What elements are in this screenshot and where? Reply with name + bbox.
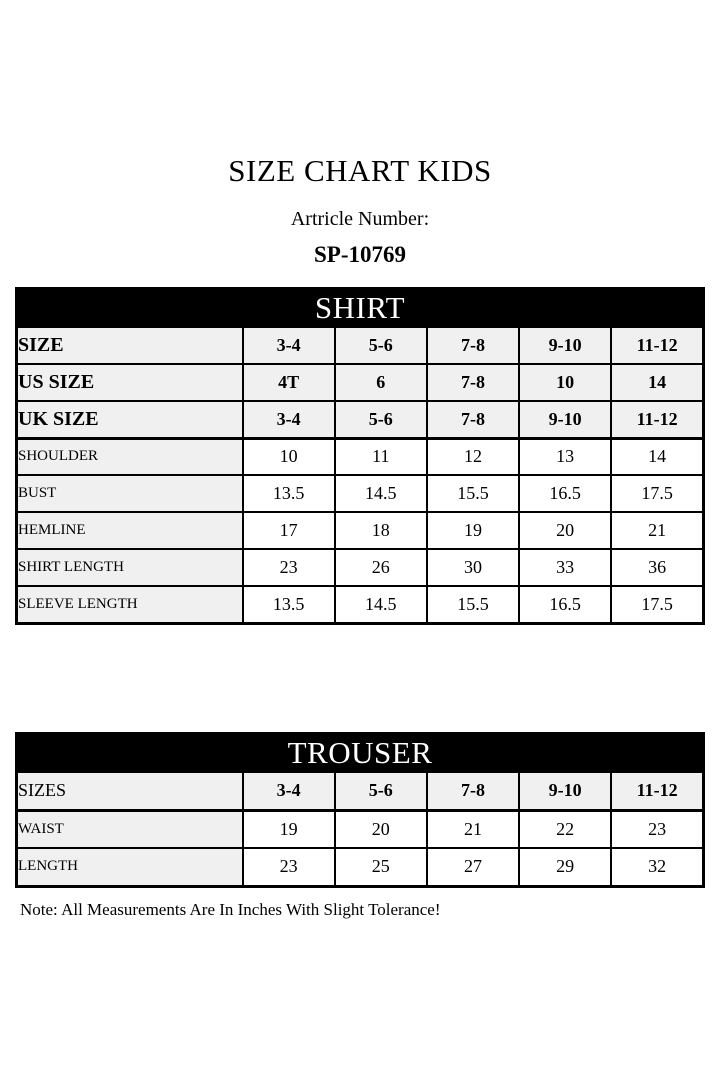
cell-value: 17 [243,512,335,549]
cell-value: 21 [427,810,519,848]
shirt-table-header-row [17,289,704,328]
table-row-length [17,848,704,886]
cell-value: 11-12 [611,401,703,438]
cell-value: 7-8 [427,772,519,810]
cell-value: 16.5 [519,475,611,512]
row-label: SLEEVE LENGTH [17,586,243,623]
cell-value: 32 [611,848,703,886]
cell-value: 9-10 [519,772,611,810]
cell-value: 14.5 [335,586,427,623]
table-row-sleeve-length [17,586,704,623]
row-label: SIZES [17,772,243,810]
cell-value: 36 [611,549,703,586]
row-label: UK SIZE [17,401,243,438]
cell-value: 7-8 [427,401,519,438]
cell-value: 3-4 [243,401,335,438]
cell-value: 33 [519,549,611,586]
shirt-table-title: SHIRT [17,289,704,328]
cell-value: 27 [427,848,519,886]
cell-value: 23 [243,549,335,586]
cell-value: 19 [243,810,335,848]
cell-value: 11-12 [611,327,703,364]
cell-value: 23 [243,848,335,886]
table-row-shoulder [17,438,704,475]
cell-value: 12 [427,438,519,475]
cell-value: 5-6 [335,772,427,810]
cell-value: 17.5 [611,586,703,623]
table-row-hemline [17,512,704,549]
cell-value: 25 [335,848,427,886]
cell-value: 15.5 [427,586,519,623]
cell-value: 9-10 [519,327,611,364]
cell-value: 17.5 [611,475,703,512]
cell-value: 13 [519,438,611,475]
cell-value: 16.5 [519,586,611,623]
table-row-uk-size [17,401,704,438]
cell-value: 6 [335,364,427,401]
cell-value: 3-4 [243,772,335,810]
cell-value: 5-6 [335,327,427,364]
cell-value: 5-6 [335,401,427,438]
cell-value: 13.5 [243,586,335,623]
cell-value: 7-8 [427,364,519,401]
cell-value: 21 [611,512,703,549]
cell-value: 29 [519,848,611,886]
cell-value: 10 [519,364,611,401]
row-label: HEMLINE [17,512,243,549]
cell-value: 9-10 [519,401,611,438]
row-label: SHOULDER [17,438,243,475]
row-label: LENGTH [17,848,243,886]
cell-value: 18 [335,512,427,549]
cell-value: 3-4 [243,327,335,364]
trouser-size-table [15,732,705,888]
cell-value: 23 [611,810,703,848]
table-row-waist [17,810,704,848]
cell-value: 14 [611,438,703,475]
table-row-shirt-length [17,549,704,586]
cell-value: 11 [335,438,427,475]
row-label: BUST [17,475,243,512]
row-label: SIZE [17,327,243,364]
cell-value: 7-8 [427,327,519,364]
cell-value: 20 [335,810,427,848]
cell-value: 4T [243,364,335,401]
table-row-bust [17,475,704,512]
table-row-us-size [17,364,704,401]
article-number-value: SP-10769 [314,242,406,267]
cell-value: 13.5 [243,475,335,512]
cell-value: 26 [335,549,427,586]
cell-value: 10 [243,438,335,475]
cell-value: 14.5 [335,475,427,512]
row-label: WAIST [17,810,243,848]
table-row-size [17,327,704,364]
page-title: SIZE CHART KIDS [228,153,492,188]
cell-value: 22 [519,810,611,848]
shirt-size-table [15,287,705,625]
trouser-table-title: TROUSER [17,734,704,773]
cell-value: 19 [427,512,519,549]
cell-value: 20 [519,512,611,549]
cell-value: 30 [427,549,519,586]
cell-value: 14 [611,364,703,401]
cell-value: 11-12 [611,772,703,810]
measurement-note: Note: All Measurements Are In Inches With Slight Tolerance! [20,900,441,919]
table-row-sizes [17,772,704,810]
trouser-table-header-row [17,734,704,773]
row-label: US SIZE [17,364,243,401]
cell-value: 15.5 [427,475,519,512]
article-number-label: Artricle Number: [290,208,430,230]
row-label: SHIRT LENGTH [17,549,243,586]
